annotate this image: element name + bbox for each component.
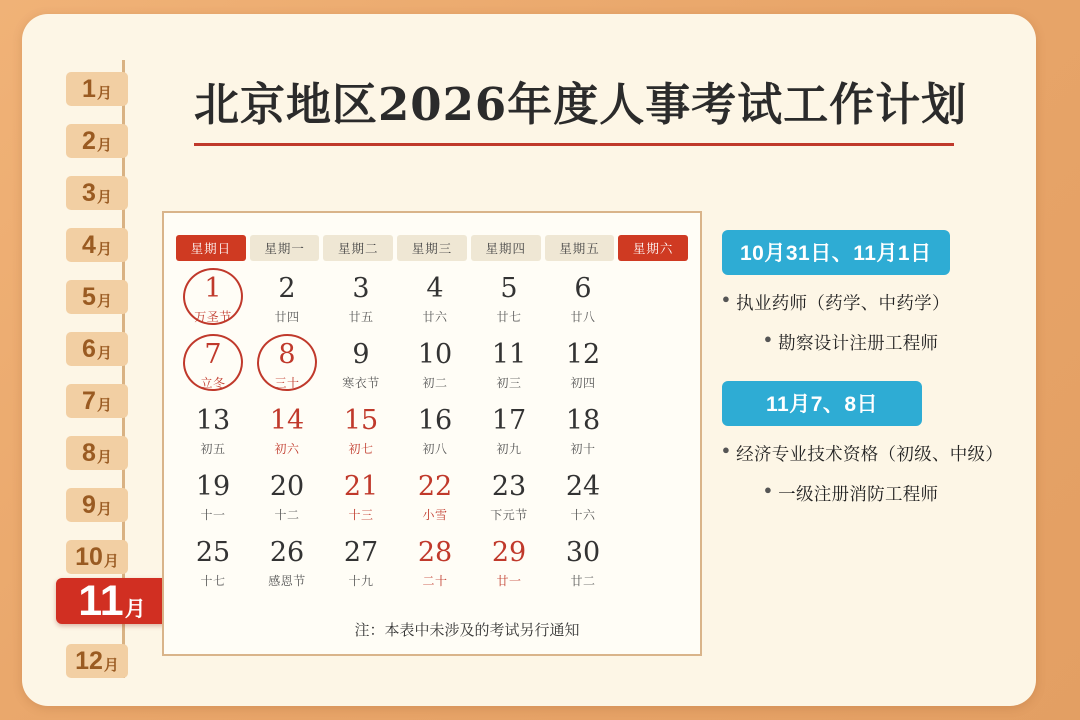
- day-lunar-label: 廿六: [422, 310, 448, 324]
- calendar-day-cell[interactable]: [250, 333, 324, 399]
- day-lunar-label: 十一: [200, 508, 226, 522]
- day-lunar-label: 廿四: [274, 310, 300, 324]
- calendar-day-cell[interactable]: [398, 267, 472, 333]
- day-number: 19: [195, 471, 231, 502]
- weekday-header-cell: 星期六: [618, 235, 688, 261]
- day-number: 9: [352, 339, 370, 370]
- day-lunar-label: 廿七: [496, 310, 522, 324]
- calendar-footnote: 注：本表中未涉及的考试另行通知: [354, 622, 580, 639]
- weekday-header-cell: 星期日: [176, 235, 246, 261]
- day-number: 7: [204, 339, 222, 370]
- weekday-header-cell: 星期三: [397, 235, 467, 261]
- day-lunar-label: 十二: [274, 508, 300, 522]
- month-tab-suffix: 月: [96, 241, 112, 258]
- month-tab-number: 7: [82, 386, 96, 415]
- month-tab-9[interactable]: [66, 488, 128, 522]
- day-number: 29: [491, 537, 527, 568]
- day-number: 5: [500, 273, 518, 304]
- weekday-header-cell: 星期一: [250, 235, 320, 261]
- month-tab-number: 12: [75, 646, 103, 675]
- day-number: 27: [343, 537, 379, 568]
- bullet-dot-icon: ●: [722, 291, 731, 306]
- day-number: 10: [417, 339, 453, 370]
- day-number: 30: [565, 537, 601, 568]
- month-tab-number: 8: [82, 438, 96, 467]
- day-number: 17: [491, 405, 527, 436]
- calendar-day-cell[interactable]: [546, 531, 620, 597]
- bullet-dot-icon: ●: [764, 482, 773, 497]
- calendar-day-cell[interactable]: [176, 267, 250, 333]
- day-lunar-label: 立冬: [200, 376, 226, 390]
- month-tab-suffix: 月: [96, 137, 112, 154]
- schedule-list: [722, 230, 1052, 506]
- day-number: 20: [269, 471, 305, 502]
- day-number: 24: [565, 471, 601, 502]
- calendar-day-cell[interactable]: [324, 465, 398, 531]
- month-tab-number: 1: [82, 74, 96, 103]
- month-tab-11[interactable]: [56, 578, 168, 624]
- month-tab-7[interactable]: [66, 384, 128, 418]
- calendar-day-cell[interactable]: [546, 267, 620, 333]
- day-number: 16: [417, 405, 453, 436]
- day-number: 18: [565, 405, 601, 436]
- month-tab-number: 9: [82, 490, 96, 519]
- title-block: [172, 68, 1002, 146]
- day-lunar-label: 二十: [422, 574, 448, 588]
- day-number: 4: [426, 273, 444, 304]
- circle-highlight-icon: [180, 331, 246, 394]
- month-tab-suffix: 月: [96, 189, 112, 206]
- month-tab-number: 4: [82, 230, 96, 259]
- day-number: 6: [574, 273, 592, 304]
- calendar-day-cell[interactable]: [250, 465, 324, 531]
- calendar-day-cell[interactable]: [250, 267, 324, 333]
- calendar-day-cell[interactable]: [472, 531, 546, 597]
- day-lunar-label: 感恩节: [268, 574, 306, 588]
- calendar-day-cell[interactable]: [176, 399, 250, 465]
- calendar-day-cell[interactable]: [398, 399, 472, 465]
- day-lunar-label: 初八: [422, 442, 448, 456]
- day-lunar-label: 初五: [200, 442, 226, 456]
- day-lunar-label: 廿二: [570, 574, 596, 588]
- day-lunar-label: 万圣节: [194, 310, 232, 324]
- calendar-day-cell[interactable]: [176, 333, 250, 399]
- weekday-header-cell: 星期四: [471, 235, 541, 261]
- month-rail: [66, 54, 146, 684]
- day-lunar-label: 初三: [496, 376, 522, 390]
- day-lunar-label: 十六: [570, 508, 596, 522]
- month-tab-suffix: 月: [96, 293, 112, 310]
- calendar-day-grid: [164, 261, 700, 597]
- day-number: 26: [269, 537, 305, 568]
- exam-list-item: [722, 441, 1052, 466]
- month-tab-number: 10: [75, 542, 103, 571]
- month-tab-number: 6: [82, 334, 96, 363]
- month-tab-5[interactable]: [66, 280, 128, 314]
- day-number: 21: [343, 471, 379, 502]
- day-number: 1: [204, 273, 222, 304]
- month-tab-suffix: 月: [96, 397, 112, 414]
- month-tab-suffix: 月: [103, 553, 119, 570]
- day-number: 23: [491, 471, 527, 502]
- schedule-group: [722, 381, 1052, 506]
- exam-name: 经济专业技术资格（初级、中级）: [736, 444, 1004, 464]
- calendar-day-cell[interactable]: [176, 465, 250, 531]
- exam-name: 勘察设计注册工程师: [778, 333, 939, 353]
- bullet-dot-icon: ●: [764, 331, 773, 346]
- day-lunar-label: 初六: [274, 442, 300, 456]
- day-number: 2: [278, 273, 296, 304]
- circle-highlight-icon: [254, 331, 320, 394]
- day-number: 11: [491, 339, 527, 370]
- calendar-day-cell[interactable]: [472, 465, 546, 531]
- day-lunar-label: 三十: [274, 376, 300, 390]
- weekday-header-cell: 星期五: [545, 235, 615, 261]
- title-underline: [194, 143, 954, 146]
- month-tab-number: 2: [82, 126, 96, 155]
- calendar-day-cell[interactable]: [472, 267, 546, 333]
- calendar-panel: [162, 211, 702, 656]
- bullet-dot-icon: ●: [722, 442, 731, 457]
- day-number: 25: [195, 537, 231, 568]
- month-tab-number: 3: [82, 178, 96, 207]
- calendar-weekday-header: [164, 213, 700, 261]
- month-tab-8[interactable]: [66, 436, 128, 470]
- day-lunar-label: 初七: [348, 442, 374, 456]
- calendar-day-cell[interactable]: [546, 333, 620, 399]
- day-lunar-label: 初二: [422, 376, 448, 390]
- day-lunar-label: 廿一: [496, 574, 522, 588]
- calendar-day-cell[interactable]: [398, 465, 472, 531]
- exam-list-item: [722, 330, 1052, 355]
- calendar-day-cell[interactable]: [250, 531, 324, 597]
- day-lunar-label: 下元节: [490, 508, 528, 522]
- calendar-day-cell[interactable]: [324, 399, 398, 465]
- circle-highlight-icon: [180, 265, 246, 328]
- day-lunar-label: 初九: [496, 442, 522, 456]
- month-tab-2[interactable]: [66, 124, 128, 158]
- day-lunar-label: 十三: [348, 508, 374, 522]
- month-tab-suffix: 月: [96, 85, 112, 102]
- poster-page: [22, 14, 1036, 706]
- calendar-day-cell[interactable]: [398, 531, 472, 597]
- exam-name: 执业药师（药学、中药学）: [736, 293, 950, 313]
- weekday-header-cell: 星期二: [323, 235, 393, 261]
- month-tab-1[interactable]: [66, 72, 128, 106]
- day-number: 13: [195, 405, 231, 436]
- exam-list-item: [722, 481, 1052, 506]
- exam-name: 一级注册消防工程师: [778, 484, 939, 504]
- exam-list-item: [722, 290, 1052, 315]
- calendar-day-cell[interactable]: [176, 531, 250, 597]
- calendar-day-cell[interactable]: [250, 399, 324, 465]
- calendar-day-cell[interactable]: [472, 399, 546, 465]
- month-tab-suffix: 月: [124, 598, 146, 621]
- calendar-day-cell[interactable]: [324, 531, 398, 597]
- exam-date-badge: 11月7、8日: [722, 381, 922, 426]
- month-tab-number: 11: [78, 576, 124, 625]
- day-lunar-label: 十九: [348, 574, 374, 588]
- day-number: 3: [352, 273, 370, 304]
- month-tab-10[interactable]: [66, 540, 128, 574]
- day-number: 8: [278, 339, 296, 370]
- month-tab-number: 5: [82, 282, 96, 311]
- day-lunar-label: 小雪: [422, 508, 448, 522]
- day-lunar-label: 初十: [570, 442, 596, 456]
- day-lunar-label: 寒衣节: [342, 376, 380, 390]
- month-tab-6[interactable]: [66, 332, 128, 366]
- calendar-day-cell[interactable]: [546, 399, 620, 465]
- month-tab-4[interactable]: [66, 228, 128, 262]
- schedule-group: [722, 230, 1052, 355]
- day-lunar-label: 廿五: [348, 310, 374, 324]
- schedule-group-spacer: [722, 355, 1052, 381]
- month-tab-suffix: 月: [103, 657, 119, 674]
- month-tab-suffix: 月: [96, 501, 112, 518]
- calendar-day-cell[interactable]: [324, 267, 398, 333]
- day-number: 12: [565, 339, 601, 370]
- month-tab-suffix: 月: [96, 449, 112, 466]
- month-tab-3[interactable]: [66, 176, 128, 210]
- exam-date-badge: 10月31日、11月1日: [722, 230, 950, 275]
- day-number: 15: [343, 405, 379, 436]
- calendar-day-cell[interactable]: [398, 333, 472, 399]
- calendar-day-cell[interactable]: [472, 333, 546, 399]
- day-lunar-label: 廿八: [570, 310, 596, 324]
- month-tab-12[interactable]: [66, 644, 128, 678]
- day-lunar-label: 十七: [200, 574, 226, 588]
- day-lunar-label: 初四: [570, 376, 596, 390]
- calendar-day-cell[interactable]: [546, 465, 620, 531]
- calendar-day-cell[interactable]: [324, 333, 398, 399]
- page-title: 北京地区2026年度人事考试工作计划: [194, 78, 968, 131]
- day-number: 14: [269, 405, 305, 436]
- month-tab-suffix: 月: [96, 345, 112, 362]
- day-number: 28: [417, 537, 453, 568]
- day-number: 22: [417, 471, 453, 502]
